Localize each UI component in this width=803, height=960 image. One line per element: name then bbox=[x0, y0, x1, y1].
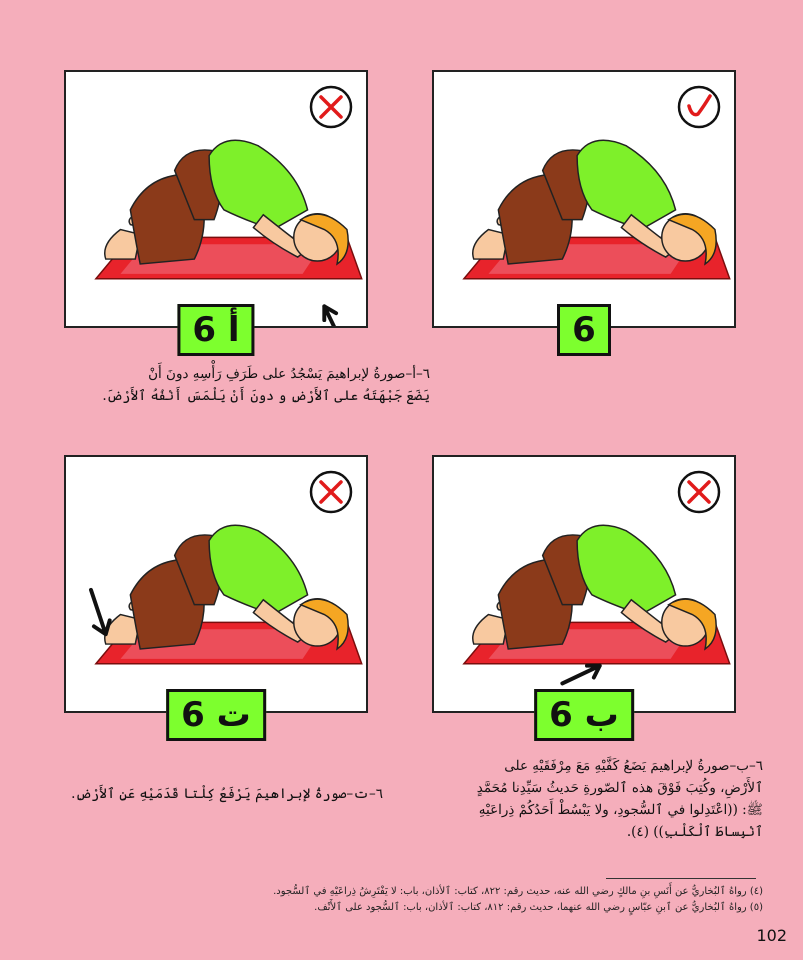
caption-line: ﷺ: ((اعْتَدِلوا في ٱلسُّجودِ، ولا يَبْسُطْ أَحَدُكُمْ ذِراعَيْهِ bbox=[478, 802, 763, 818]
caption-t bbox=[53, 783, 383, 805]
caption-line: ٦–ب–صورةُ لإبراهيمَ يَضَعُ كَفَّيْهِ مَعَ مِرْفَقَيْهِ على bbox=[504, 758, 763, 774]
footnote-divider bbox=[606, 878, 756, 879]
caption-line: ٦–أ–صورةُ لإبراهيمَ يَسْجُدُ على طَرَفِ رَأْسِهِ دونَ أَنْ bbox=[148, 366, 430, 382]
arrow-icon bbox=[91, 590, 110, 634]
figure-label: 6 ت bbox=[166, 689, 266, 741]
cross-icon bbox=[308, 469, 354, 515]
page-number: 102 bbox=[756, 926, 787, 945]
illustration-panel-elbows-wrong bbox=[432, 455, 736, 735]
figure-label: 6 bbox=[557, 304, 611, 356]
illustration-panel-correct bbox=[432, 70, 736, 350]
illustration-panel-forehead-wrong bbox=[64, 70, 368, 350]
caption-line: ٱنْبِساطَ ٱلْكَلْبِ)) (٤). bbox=[626, 824, 763, 840]
caption-line: يَضَعَ جَبْهَتَهُ على ٱلأَرْضِ و دونَ أَنْ يَلْمَسَ أَنْفُهُ ٱلأَرْضَ. bbox=[102, 388, 430, 404]
figure-label: 6 أ bbox=[177, 304, 254, 356]
checkmark-icon bbox=[676, 84, 722, 130]
illustration-panel-feet-wrong bbox=[64, 455, 368, 735]
caption-line: ٦–ت–صورةُ لإبراهيمَ يَرْفَعُ كِلْتا قَدَمَيْهِ عَنِ ٱلأَرْضِ. bbox=[71, 786, 383, 802]
arrow-icon bbox=[324, 306, 337, 326]
cross-icon bbox=[676, 469, 722, 515]
caption-line: ٱلأَرْضِ، وكُتِبَ فَوْقَ هذه ٱلصّورةِ حَديثُ سَيِّدِنا مُحَمَّدٍ bbox=[476, 780, 763, 796]
cross-icon bbox=[308, 84, 354, 130]
arrow-icon bbox=[562, 666, 599, 684]
footnote: (٤) رواهُ ٱلبُخاريُّ عن أَنَسِ بنِ مالكٍ رضي الله عنه، حديث رقم: ٨٢٢، كتاب: ٱلأذان، باب: لا يَفْتَرِشُ ذِراعَيْهِ في ٱلسُّجود. bbox=[273, 886, 763, 897]
figure-label: 6 ب bbox=[534, 689, 634, 741]
caption-a bbox=[70, 363, 430, 407]
footnote: (٥) رواهُ ٱلبُخاريُّ عن ٱبنِ عبّاسٍ رضي الله عنهما، حديث رقم: ٨١٢، كتاب: ٱلأذان، باب: ٱلسُّجود على ٱلأَنْف. bbox=[314, 902, 763, 913]
caption-b bbox=[403, 755, 763, 843]
